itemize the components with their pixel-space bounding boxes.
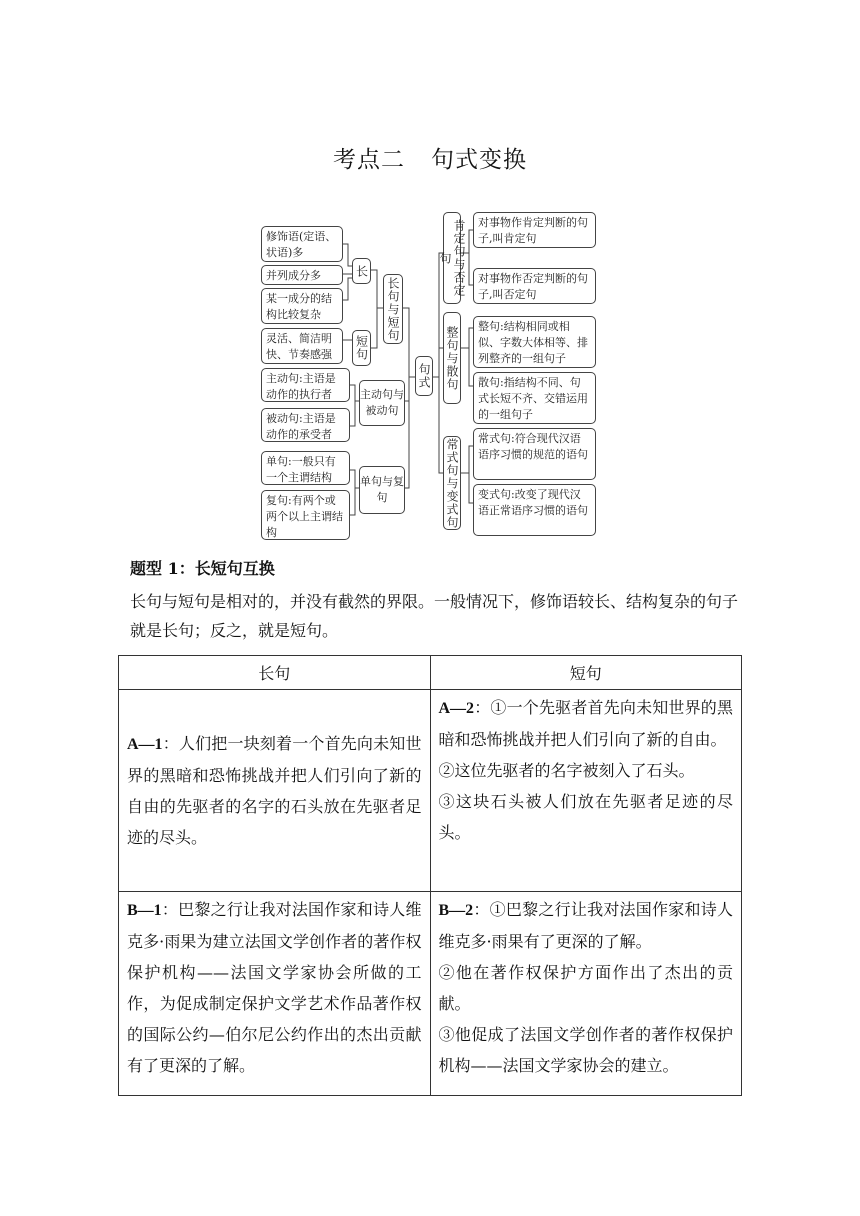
short-node: 短句 [352, 330, 371, 366]
single-complex-branch: 单句与复句 [359, 466, 405, 514]
active-passive-branch: 主动句与被动句 [359, 380, 405, 426]
long-short-branch: 长句与短句 [383, 274, 403, 344]
complex-sentence: 复句:有两个或两个以上主谓结构 [261, 490, 350, 540]
table-row [119, 892, 742, 1096]
cell-long-a [119, 690, 431, 892]
header-long: 长句 [119, 656, 431, 690]
tag-b1: B—1 [127, 902, 162, 919]
active-sentence: 主动句:主语是动作的执行者 [261, 368, 350, 402]
table-header-row [119, 656, 742, 690]
root-node: 句式 [415, 356, 433, 396]
long-feature-1: 修饰语(定语、状语)多 [261, 226, 343, 262]
cell-long-b [119, 892, 431, 1096]
text-b2-line3: ③他促成了法国文学创作者的著作权保护机构——法国文学家协会的建立。 [438, 1025, 733, 1075]
pos-neg-branch: 肯定句与否定句 [443, 212, 461, 304]
positive-sentence: 对事物作肯定判断的句子,叫肯定句 [473, 212, 596, 248]
cell-short-b [430, 892, 742, 1096]
text-a2-line1: A—2：①一个先驱者首先向未知世界的黑暗和恐怖挑战并把人们引向了新的自由。 [438, 698, 733, 749]
regular-loose-branch: 整句与散句 [443, 312, 461, 404]
text-b2-line1: B—2：①巴黎之行让我对法国作家和诗人维克多·雨果有了更深的了解。 [438, 900, 733, 951]
cell-short-a [430, 690, 742, 892]
tag-b2: B—2 [438, 902, 474, 919]
section-heading: 题型 1：长短句互换 [130, 559, 275, 578]
title-part1: 考点二 [333, 147, 405, 173]
normal-sentence: 常式句:符合现代汉语语序习惯的规范的语句 [473, 428, 596, 480]
variant-sentence: 变式句:改变了现代汉语正常语序习惯的语句 [473, 484, 596, 536]
text-a2-line2: ②这位先驱者的名字被刻入了石头。 [438, 761, 695, 780]
regular-sentence: 整句:结构相同或相似、字数大体相等、排列整齐的一组句子 [473, 316, 596, 368]
tag-a2: A—2 [438, 700, 475, 717]
normal-variant-branch: 常式句与变式句 [445, 437, 459, 529]
passive-sentence: 被动句:主语是动作的承受者 [261, 408, 350, 442]
header-short: 短句 [430, 656, 742, 690]
text-b2-line2: ②他在著作权保护方面作出了杰出的贡献。 [438, 963, 733, 1013]
text-b1: ：巴黎之行让我对法国作家和诗人维克多·雨果为建立法国文学创作者的著作权保护机构——法国文学家协会所做的工作，为促成制定保护文学艺术作品著作权的国际公约—伯尔尼公约作出的杰出贡献有了更深的了解。 [127, 900, 422, 1075]
page-title [0, 141, 860, 174]
table-row [119, 690, 742, 892]
text-a1: ：人们把一块刻着一个首先向未知世界的黑暗和恐怖挑战并把人们引向了新的自由的先驱者的名字的石头放在先驱者足迹的尽头。 [127, 734, 422, 847]
loose-sentence: 散句:指结构不同、句式长短不齐、交错运用的一组句子 [473, 372, 596, 424]
long-feature-3: 某一成分的结构比较复杂 [261, 288, 343, 324]
section-paragraph: 长句与短句是相对的，并没有截然的界限。一般情况下，修饰语较长、结构复杂的句子就是长句；反之，就是短句。 [130, 592, 739, 640]
single-sentence: 单句:一般只有一个主谓结构 [261, 451, 350, 485]
long-feature-2: 并列成分多 [261, 265, 343, 285]
text-a2-line3: ③这块石头被人们放在先驱者足迹的尽头。 [438, 792, 733, 842]
negative-sentence: 对事物作否定判断的句子,叫否定句 [473, 268, 596, 304]
title-part2: 句式变换 [431, 147, 527, 173]
short-feature: 灵活、简洁明快、节奏感强 [261, 328, 343, 364]
long-node: 长 [352, 258, 371, 284]
tag-a1: A—1 [127, 736, 163, 753]
sentence-pattern-mind-map [255, 208, 600, 540]
comparison-table [118, 655, 742, 1096]
